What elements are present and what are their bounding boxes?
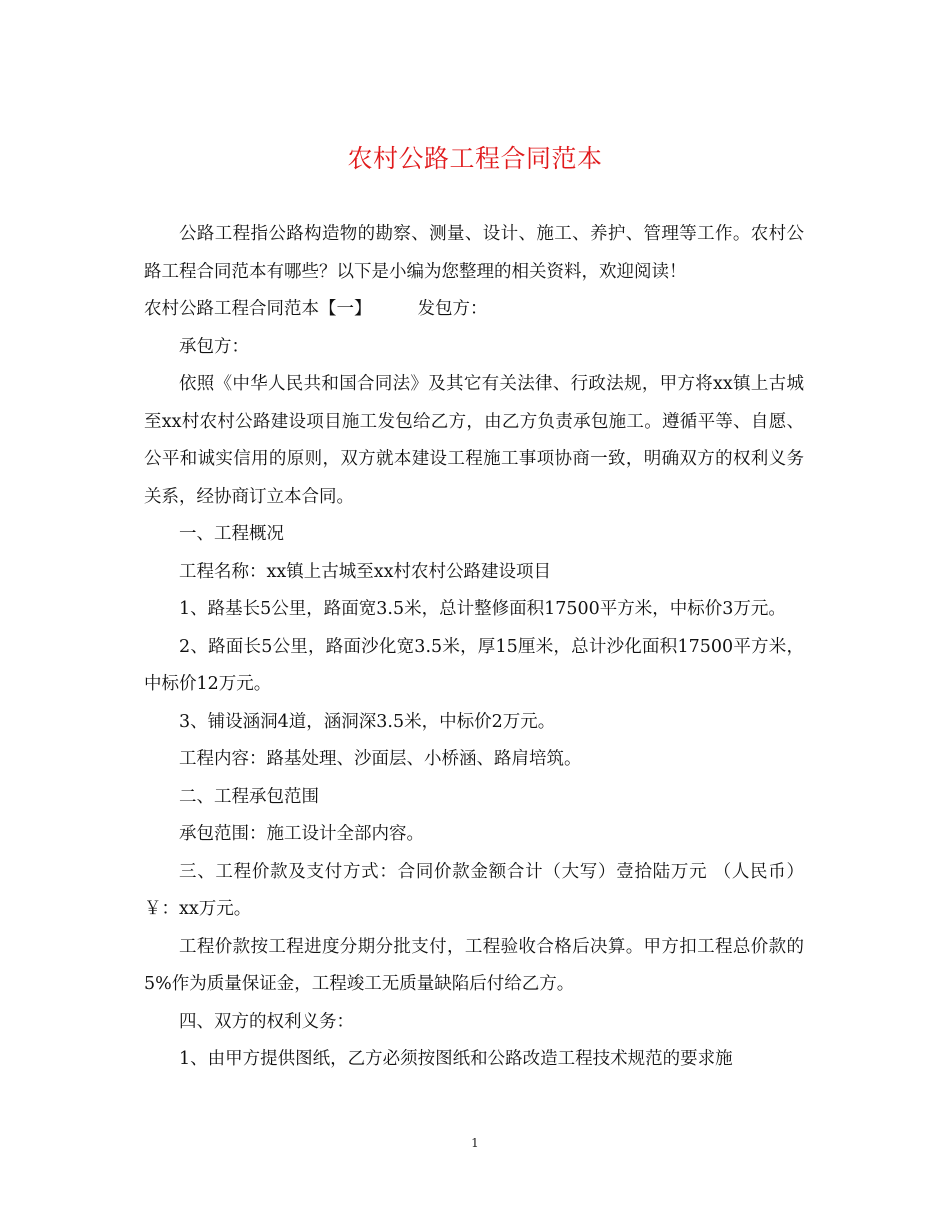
paragraph-project-content: 工程内容：路基处理、沙面层、小桥涵、路肩培筑。: [179, 749, 582, 769]
heading-project-overview: 一、工程概况: [179, 524, 284, 544]
paragraph-obligation-1: 1、由甲方提供图纸，乙方必须按图纸和公路改造工程技术规范的要求施: [179, 1049, 733, 1069]
document-title: 农村公路工程合同范本: [347, 144, 603, 173]
paragraph-item-1: 1、路基长5公里，路面宽3.5米，总计整修面积17500平方米，中标价3万元。: [179, 599, 786, 619]
page-number: 1: [471, 1136, 479, 1150]
paragraph-legal-basis: 依照《中华人民共和国合同法》及其它有关法律、行政法规，甲方将xx镇上古城至xx村农村公路建设项目施工发包给乙方，由乙方负责承包施工。遵循平等、自愿、公平和诚实信用的原则，双方就本建设工程施工事项协商一致，明确双方的权利义务关系，经协商订立本合同。: [144, 374, 804, 507]
party-a-label: 发包方：: [417, 299, 488, 319]
party-b-label: 承包方：: [179, 336, 249, 357]
paragraph-scope: 承包范围：施工设计全部内容。: [179, 824, 424, 844]
paragraph-project-name: 工程名称：xx镇上古城至xx村农村公路建设项目: [179, 561, 551, 582]
paragraph-payment-terms: 工程价款按工程进度分期分批支付，工程验收合格后决算。甲方扣工程总价款的5%作为质量保证金，工程竣工无质量缺陷后付给乙方。: [144, 936, 804, 994]
paragraph-item-3: 3、铺设涵洞4道，涵洞深3.5米，中标价2万元。: [179, 711, 556, 732]
document-body: [144, 216, 804, 1079]
paragraph-item-2: 2、路面长5公里，路面沙化宽3.5米，厚15厘米，总计沙化面积17500平方米，中标价12万元。: [144, 636, 804, 694]
intro-paragraph: 公路工程指公路构造物的勘察、测量、设计、施工、养护、管理等工作。农村公路工程合同范本有哪些？以下是小编为您整理的相关资料，欢迎阅读！: [144, 224, 804, 282]
heading-contract-scope: 二、工程承包范围: [179, 786, 319, 807]
section-heading: 农村公路工程合同范本【一】: [144, 299, 372, 319]
heading-price-payment: 三、工程价款及支付方式：合同价款金额合计（大写）壹拾陆万元 （人民币）￥：xx万元。: [144, 861, 804, 919]
section-heading-line: [144, 291, 804, 329]
heading-rights-obligations: 四、双方的权利义务：: [179, 1011, 354, 1032]
